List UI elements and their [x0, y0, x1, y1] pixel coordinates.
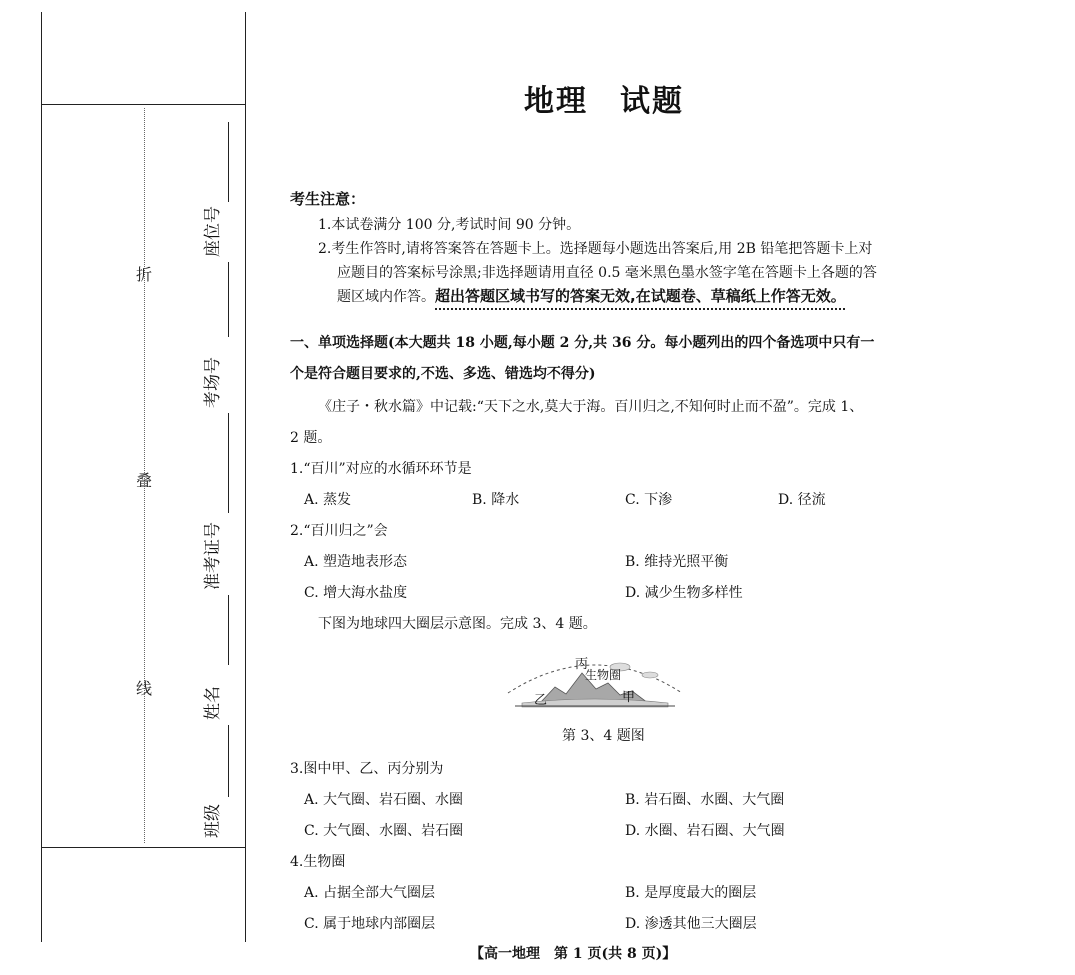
q1-option-c: C. 下渗: [625, 492, 673, 508]
seat-label: 座位号: [203, 206, 223, 257]
notice-line-3-prefix: 题区域内作答。: [337, 289, 435, 305]
q3-stem: 3.图中甲、乙、丙分别为: [290, 761, 444, 777]
class-field-line: [228, 725, 229, 797]
margin-inner-right-line: [245, 12, 246, 942]
margin-bottom-rule: [41, 847, 246, 848]
id-field-line: [228, 413, 229, 513]
q2-option-d: D. 减少生物多样性: [625, 585, 743, 601]
passage-line-1: 《庄子・秋水篇》中记载:“天下之水,莫大于海。百川归之,不知何时止而不盈”。完成 1、: [318, 399, 864, 415]
q1-option-a: A. 蒸发: [304, 492, 352, 508]
room-field-line: [228, 262, 229, 337]
notice-item-2-line-1: 2.考生作答时,请将答案答在答题卡上。选择题每小题选出答案后,用 2B 铅笔把答题卡上对: [318, 241, 873, 257]
page-footer: 【高一地理 第 1 页(共 8 页)】: [470, 946, 677, 962]
notice-item-2-line-3: [337, 285, 846, 306]
q4-option-a: A. 占据全部大气圈层: [304, 885, 436, 901]
section-1-heading-line-1: 一、单项选择题(本大题共 18 小题,每小题 2 分,共 36 分。每小题列出的四个备选项中只有一: [290, 335, 875, 351]
seat-field-line: [228, 122, 229, 202]
notice-heading: 考生注意：: [290, 190, 366, 208]
figure-label-bing: 丙: [575, 657, 589, 672]
class-label: 班级: [203, 804, 223, 838]
fold-char-1: 折: [136, 265, 153, 284]
q3-option-c: C. 大气圈、水圈、岩石圈: [304, 823, 464, 839]
figure-label-yi: 乙: [534, 693, 548, 708]
q1-stem: 1.“百川”对应的水循环环节是: [290, 461, 472, 477]
figure-caption: 第 3、4 题图: [562, 728, 645, 744]
q4-option-b: B. 是厚度最大的圈层: [625, 885, 757, 901]
name-label: 姓名: [203, 686, 223, 720]
q2-option-c: C. 增大海水盐度: [304, 585, 408, 601]
figure-label-jia: 甲: [622, 690, 636, 705]
q2-stem: 2.“百川归之”会: [290, 523, 388, 539]
page-title: 地理 试题: [524, 84, 684, 119]
margin-outer-left-line: [41, 12, 42, 942]
q2-option-a: A. 塑造地表形态: [304, 554, 408, 570]
room-label: 考场号: [203, 357, 223, 408]
earth-spheres-figure: [500, 645, 690, 710]
fold-char-2: 叠: [136, 471, 153, 490]
q3-option-b: B. 岩石圈、水圈、大气圈: [625, 792, 785, 808]
q1-option-d: D. 径流: [778, 492, 826, 508]
section-1-heading-line-2: 个是符合题目要求的,不选、多选、错选均不得分): [290, 366, 596, 382]
figure-label-biosphere: 生物圈: [585, 668, 622, 682]
q2-option-b: B. 维持光照平衡: [625, 554, 729, 570]
q3-option-d: D. 水圈、岩石圈、大气圈: [625, 823, 785, 839]
notice-emphasis: 超出答题区域书写的答案无效,在试题卷、草稿纸上作答无效。: [435, 287, 846, 305]
notice-item-1: 1.本试卷满分 100 分,考试时间 90 分钟。: [318, 217, 581, 233]
q3-option-a: A. 大气圈、岩石圈、水圈: [304, 792, 464, 808]
notice-item-2-line-2: 应题目的答案标号涂黑;非选择题请用直径 0.5 毫米黑色墨水签字笔在答题卡上各题的答: [337, 265, 877, 281]
q4-option-c: C. 属于地球内部圈层: [304, 916, 436, 932]
q4-option-d: D. 渗透其他三大圈层: [625, 916, 757, 932]
figure-intro: 下图为地球四大圈层示意图。完成 3、4 题。: [318, 616, 597, 632]
q1-option-b: B. 降水: [472, 492, 520, 508]
id-label: 准考证号: [203, 522, 223, 590]
margin-top-rule: [41, 104, 246, 105]
passage-line-2: 2 题。: [290, 430, 332, 446]
fold-char-3: 线: [136, 679, 153, 698]
name-field-line: [228, 595, 229, 665]
q4-stem: 4.生物圈: [290, 854, 346, 870]
